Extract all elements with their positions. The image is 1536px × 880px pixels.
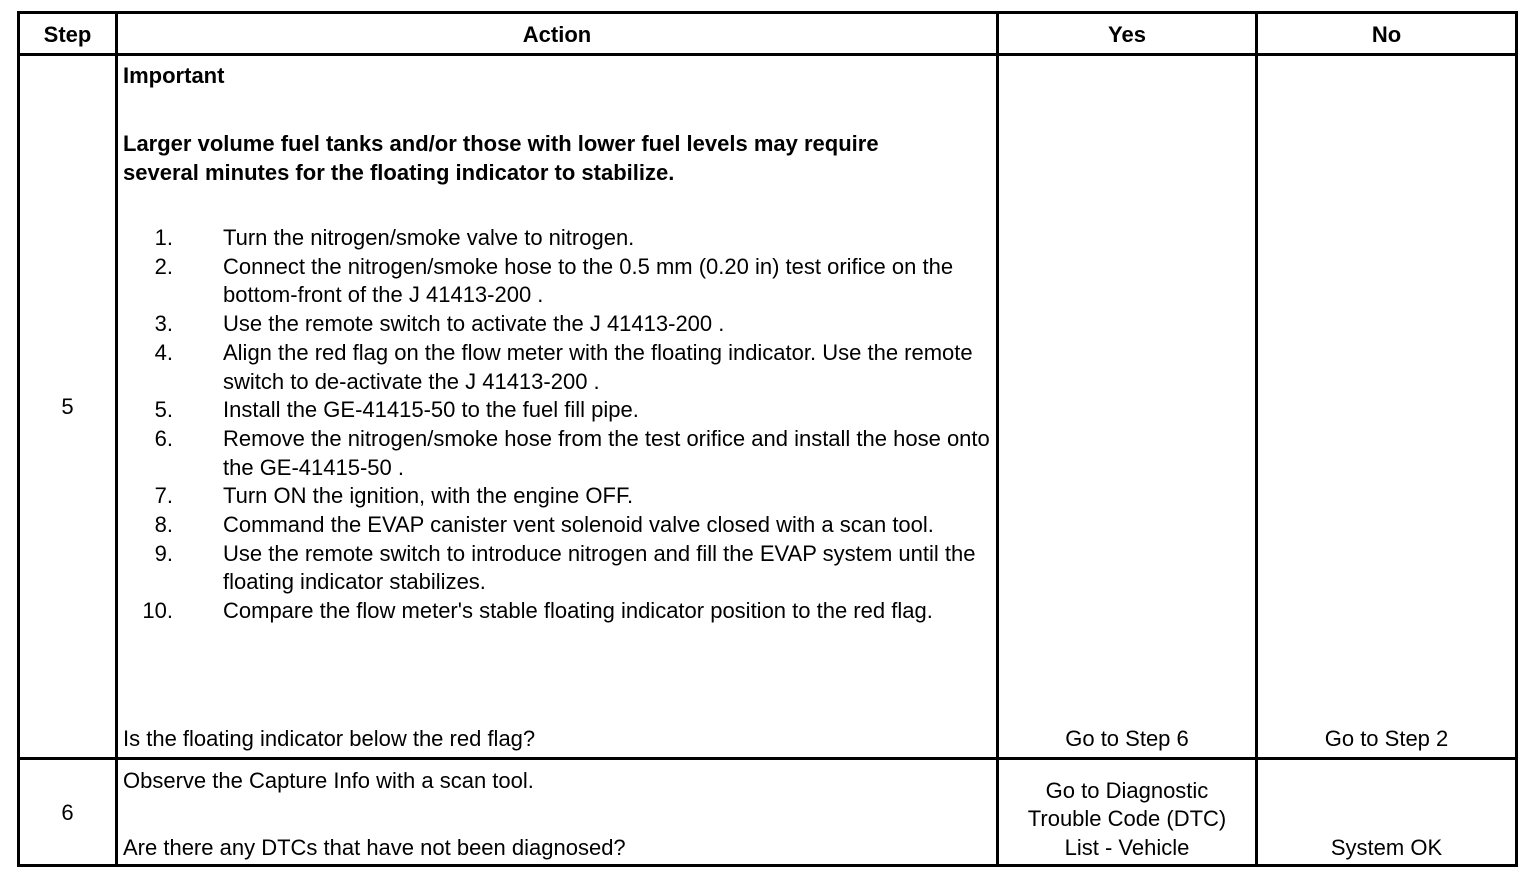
important-text-line-1: Larger volume fuel tanks and/or those with lower fuel levels may require: [123, 131, 879, 156]
step-5-no-result: Go to Step 2: [1324, 726, 1449, 751]
important-label: Important: [123, 63, 225, 88]
list-item: 8. Command the EVAP canister vent solenoid valve closed with a scan tool.: [154, 512, 934, 538]
list-item: 9. Use the remote switch to introduce nitrogen and fill the EVAP system until the floating indicator stabilizes.: [154, 540, 976, 595]
step-5-yes-result: Go to Step 6: [1065, 726, 1189, 751]
step-number: 5: [61, 394, 74, 419]
step-6-yes-line-3: List - Vehicle: [1064, 835, 1190, 860]
list-item: 6. Remove the nitrogen/smoke hose from the test orifice and install the hose onto the GE-41415-50 .: [154, 425, 990, 480]
row-divider: [20, 757, 1515, 760]
step-6-no-result: System OK: [1330, 835, 1443, 860]
list-item: 10. Compare the flow meter's stable floating indicator position to the red flag.: [142, 598, 933, 624]
step-6-question: Are there any DTCs that have not been diagnosed?: [123, 835, 626, 860]
header-no: No: [1371, 21, 1402, 47]
step-6-action: Observe the Capture Info with a scan tool.: [123, 768, 534, 793]
column-divider: [115, 14, 118, 864]
list-item: 4. Align the red flag on the flow meter with the floating indicator. Use the remote switch to de-activate the J 41413-200 .: [154, 339, 973, 394]
header-step: Step: [43, 21, 92, 47]
list-item: 3. Use the remote switch to activate the J 41413-200 .: [154, 311, 725, 337]
list-item: 2. Connect the nitrogen/smoke hose to the 0.5 mm (0.20 in) test orifice on the bottom-front of the J 41413-200 .: [154, 253, 954, 308]
important-text-line-2: several minutes for the floating indicator to stabilize.: [123, 160, 675, 185]
list-item: 5. Install the GE-41415-50 to the fuel fill pipe.: [154, 397, 639, 423]
step-5-question: Is the floating indicator below the red flag?: [123, 726, 536, 751]
header-action: Action: [522, 21, 592, 47]
header-yes: Yes: [1108, 21, 1146, 47]
list-item: 7. Turn ON the ignition, with the engine OFF.: [154, 483, 634, 509]
step-6-yes-line-1: Go to Diagnostic: [1045, 778, 1209, 803]
list-item: 1. Turn the nitrogen/smoke valve to nitrogen.: [154, 225, 635, 250]
step-number: 6: [61, 800, 74, 825]
procedure-steps: [123, 224, 993, 626]
step-6-yes-line-2: Trouble Code (DTC): [1027, 806, 1227, 831]
